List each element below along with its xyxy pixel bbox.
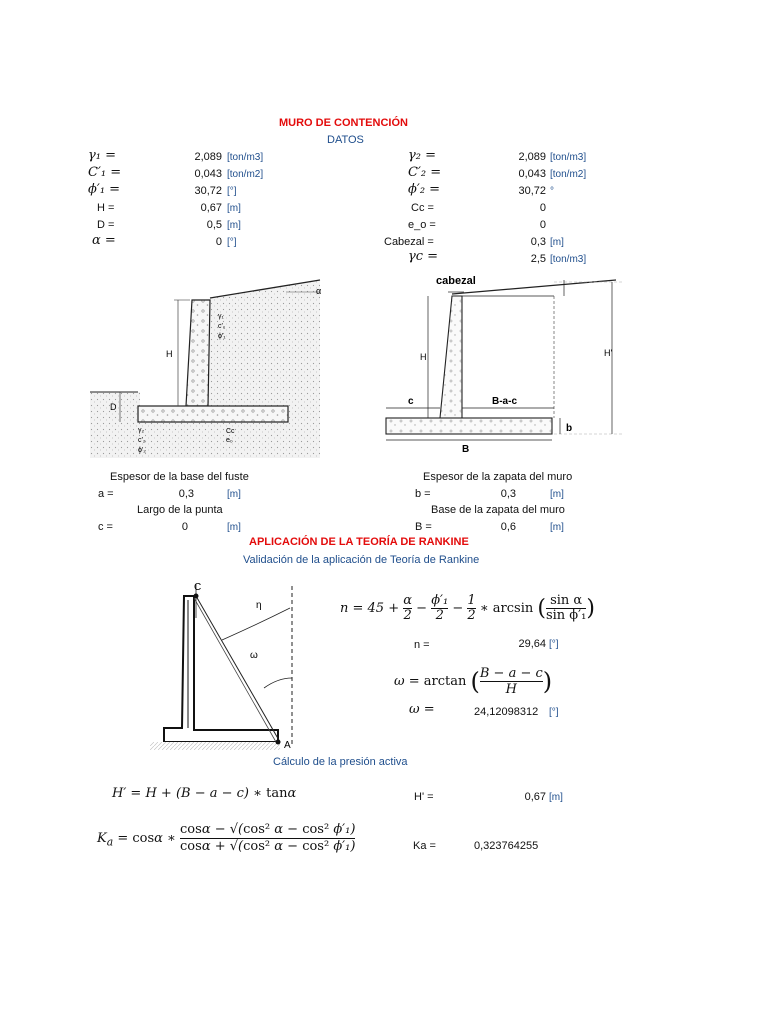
- datos-left-unit: [m]: [227, 203, 241, 214]
- B-label: B =: [415, 521, 432, 533]
- b-unit: [m]: [550, 489, 564, 500]
- active-pressure-title: Cálculo de la presión activa: [273, 756, 408, 768]
- ka-value: 0,323764255: [474, 840, 539, 852]
- wall-dimensions-figure: [378, 268, 630, 458]
- figure2-label-hprime: H': [604, 348, 613, 358]
- datos-left-label: γ₁ =: [88, 148, 117, 163]
- datos-left-label: D =: [97, 219, 115, 231]
- datos-right-value: 0,3: [530, 236, 546, 248]
- datos-right-unit: [ton/m2]: [550, 169, 587, 180]
- omega-value: 24,12098312: [474, 706, 539, 718]
- rankine-figure-label-omega: ω: [250, 650, 258, 661]
- rankine-validation-figure: [150, 578, 300, 752]
- datos-right-label: γc =: [408, 249, 439, 264]
- c-value: 0: [181, 521, 188, 533]
- datos-right-value: 2,5: [530, 253, 546, 265]
- figure2-label-cabezal: cabezal: [436, 275, 476, 287]
- datos-left-unit: [ton/m3]: [227, 152, 264, 163]
- datos-left-label: ϕ′₁ =: [88, 182, 121, 197]
- datos-left-label: C′₁ =: [88, 165, 122, 180]
- rankine-figure-label-c: C: [194, 582, 202, 593]
- datos-left-label: H =: [97, 202, 115, 214]
- figure1-label-phi1: ϕ′₁: [218, 333, 226, 340]
- datos-right-value: 30,72: [518, 185, 546, 197]
- datos-right-value: 0: [539, 219, 546, 231]
- a-heading: Espesor de la base del fuste: [110, 471, 249, 483]
- figure1-label-c2: c′₂: [138, 437, 146, 444]
- datos-right-label: Cabezal =: [384, 236, 434, 248]
- figure2-label-bac: B-a-c: [492, 396, 518, 407]
- datos-left-unit: [°]: [227, 237, 237, 248]
- figure1-label-alpha: α: [316, 286, 322, 296]
- section-subtitle-datos: DATOS: [327, 134, 364, 146]
- figure1-label-h: H: [166, 349, 173, 359]
- c-heading: Largo de la punta: [137, 504, 223, 516]
- figure2-label-b: b: [566, 423, 573, 434]
- n-label: n =: [414, 639, 430, 651]
- datos-left-value: 0,043: [194, 168, 222, 180]
- formula-ka: $K_a = \cos\alpha$ ∗ $\frac{\text{cosα − √(cos² α − cos² ϕ′₁)}}{\text{cosα + √(cos² α − cos² ϕ′₁)}}$: [97, 822, 356, 854]
- datos-right-label: γ₂ =: [408, 148, 437, 163]
- figure1-label-gamma2: γ₂: [138, 427, 145, 434]
- formula-omega: ω = arctan ( $\frac{B - a - c}{H}$ ): [394, 666, 553, 697]
- figure2-label-h: H: [420, 352, 427, 362]
- datos-left-value: 0,5: [206, 219, 222, 231]
- b-heading: Espesor de la zapata del muro: [423, 471, 573, 483]
- datos-right-value: 0: [539, 202, 546, 214]
- rankine-figure-label-eta: η: [256, 600, 262, 611]
- datos-right-label: Cc =: [411, 202, 434, 214]
- figure1-label-gamma1: γ₁: [218, 313, 224, 320]
- rankine-title: APLICACIÓN DE LA TEORÍA DE RANKINE: [249, 536, 469, 548]
- datos-right-value: 2,089: [518, 151, 546, 163]
- a-unit: [m]: [227, 489, 241, 500]
- datos-left-unit: [ton/m2]: [227, 169, 264, 180]
- figure1-label-c1: c′₁: [218, 323, 226, 330]
- n-value: 29,64: [518, 638, 546, 650]
- datos-left-value: 2,089: [194, 151, 222, 163]
- datos-right-label: e_o =: [408, 219, 436, 231]
- datos-right-label: ϕ′₂ =: [408, 182, 441, 197]
- omega-unit: [°]: [549, 707, 559, 718]
- c-label: c =: [98, 521, 113, 533]
- hprime-unit: [m]: [549, 792, 563, 803]
- retaining-wall-soil-figure: [90, 278, 330, 458]
- rankine-figure-label-a: A: [284, 740, 291, 751]
- figure1-label-d: D: [110, 402, 117, 412]
- b-value: 0,3: [500, 488, 516, 500]
- hprime-value: 0,67: [524, 791, 546, 803]
- figure2-label-B: B: [462, 444, 470, 455]
- n-unit: [°]: [549, 639, 559, 650]
- datos-left-unit: [°]: [227, 186, 237, 197]
- a-label: a =: [98, 488, 114, 500]
- a-value: 0,3: [178, 488, 194, 500]
- hprime-label: H' =: [414, 791, 434, 803]
- ka-label: Ka =: [413, 840, 436, 852]
- omega-label: ω =: [409, 702, 435, 717]
- datos-left-value: 30,72: [194, 185, 222, 197]
- datos-right-unit: °: [550, 186, 554, 197]
- figure2-label-c: c: [408, 396, 414, 407]
- datos-left-label: α =: [92, 233, 116, 248]
- datos-right-unit: [m]: [550, 237, 564, 248]
- B-value: 0,6: [500, 521, 516, 533]
- datos-left-value: 0: [215, 236, 222, 248]
- b-label: b =: [415, 488, 431, 500]
- datos-left-unit: [m]: [227, 220, 241, 231]
- B-heading: Base de la zapata del muro: [431, 504, 565, 516]
- rankine-subtitle: Validación de la aplicación de Teoría de Rankine: [243, 554, 480, 566]
- figure1-label-phi2: ϕ′₂: [138, 447, 146, 454]
- datos-right-unit: [ton/m3]: [550, 254, 587, 265]
- c-unit: [m]: [227, 522, 241, 533]
- formula-hprime: H′ = H + (B − a − c) ∗ tanα: [112, 786, 297, 801]
- figure1-label-e0: e₀: [226, 437, 233, 444]
- datos-right-label: C′₂ =: [408, 165, 442, 180]
- datos-right-value: 0,043: [518, 168, 546, 180]
- figure1-label-cc: Cc: [226, 428, 235, 435]
- page-title: MURO DE CONTENCIÓN: [279, 117, 408, 129]
- datos-right-unit: [ton/m3]: [550, 152, 587, 163]
- datos-left-value: 0,67: [200, 202, 222, 214]
- B-unit: [m]: [550, 522, 564, 533]
- formula-n: n = 45 + $\frac{\alpha}{2}$ − $\frac{\text{ϕ′₁}}{2}$ − $\frac{1}{2}$ ∗ arcsin ( $\frac{\text{sin α}}{\text{sin ϕ′₁}}$ ): [340, 593, 595, 623]
